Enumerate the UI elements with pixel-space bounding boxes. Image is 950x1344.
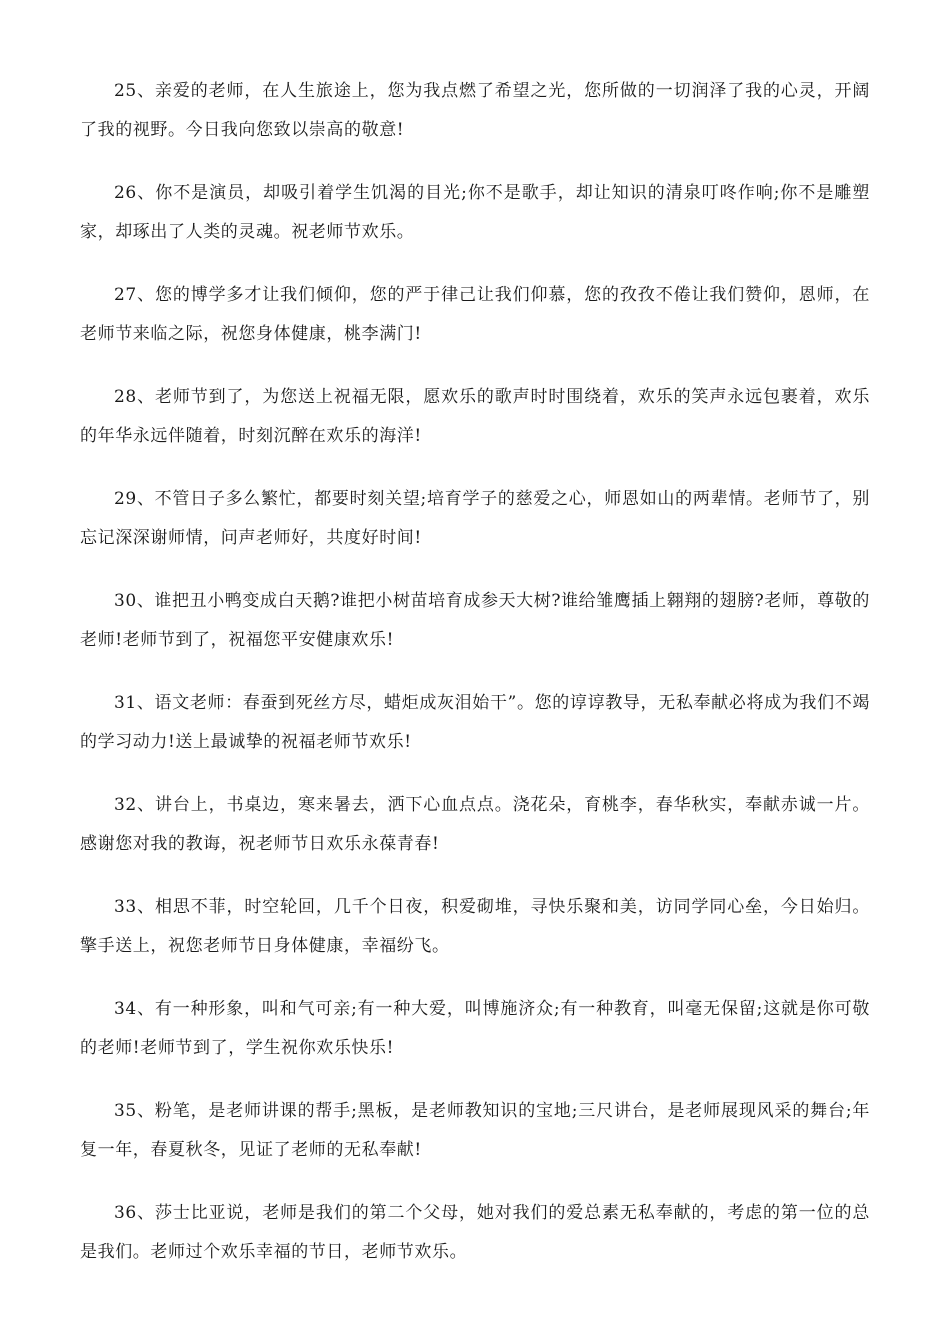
paragraph-26: 26、你不是演员，却吸引着学生饥渴的目光;你不是歌手，却让知识的清泉叮咚作响;你不是雕塑家，却琢出了人类的灵魂。祝老师节欢乐。 [80, 183, 870, 242]
paragraph-27: 27、您的博学多才让我们倾仰，您的严于律己让我们仰慕，您的孜孜不倦让我们赞仰，恩师，在老师节来临之际，祝您身体健康，桃李满门! [80, 285, 870, 344]
paragraph-32: 32、讲台上，书桌边，寒来暑去，洒下心血点点。浇花朵，育桃李，春华秋实，奉献赤诚一片。感谢您对我的教诲，祝老师节日欢乐永葆青春! [80, 795, 870, 854]
paragraph-28: 28、老师节到了，为您送上祝福无限，愿欢乐的歌声时时围绕着，欢乐的笑声永远包裹着，欢乐的年华永远伴随着，时刻沉醉在欢乐的海洋! [80, 387, 870, 446]
paragraph-34: 34、有一种形象，叫和气可亲;有一种大爱，叫博施济众;有一种教育，叫毫无保留;这就是你可敬的老师!老师节到了，学生祝你欢乐快乐! [80, 999, 870, 1058]
paragraph-31: 31、语文老师：春蚕到死丝方尽，蜡炬成灰泪始干”。您的谆谆教导，无私奉献必将成为我们不竭的学习动力!送上最诚挚的祝福老师节欢乐! [80, 693, 870, 752]
paragraph-25: 25、亲爱的老师，在人生旅途上，您为我点燃了希望之光，您所做的一切润泽了我的心灵，开阔了我的视野。今日我向您致以崇高的敬意! [80, 81, 870, 140]
paragraph-29: 29、不管日子多么繁忙，都要时刻关望;培育学子的慈爱之心，师恩如山的两辈情。老师节了，别忘记深深谢师情，问声老师好，共度好时间! [80, 489, 870, 548]
paragraph-33: 33、相思不菲，时空轮回，几千个日夜，积爱砌堆，寻快乐聚和美，访同学同心垒，今日始归。擎手送上，祝您老师节日身体健康，幸福纷飞。 [80, 897, 870, 956]
document-body [80, 72, 870, 1296]
paragraph-36: 36、莎士比亚说，老师是我们的第二个父母，她对我们的爱总素无私奉献的，考虑的第一位的总是我们。老师过个欢乐幸福的节日，老师节欢乐。 [80, 1203, 870, 1262]
paragraph-30: 30、谁把丑小鸭变成白天鹅?谁把小树苗培育成参天大树?谁给雏鹰插上翱翔的翅膀?老师，尊敬的老师!老师节到了，祝福您平安健康欢乐! [80, 591, 870, 650]
paragraph-35: 35、粉笔，是老师讲课的帮手;黑板，是老师教知识的宝地;三尺讲台，是老师展现风采的舞台;年复一年，春夏秋冬，见证了老师的无私奉献! [80, 1101, 870, 1160]
